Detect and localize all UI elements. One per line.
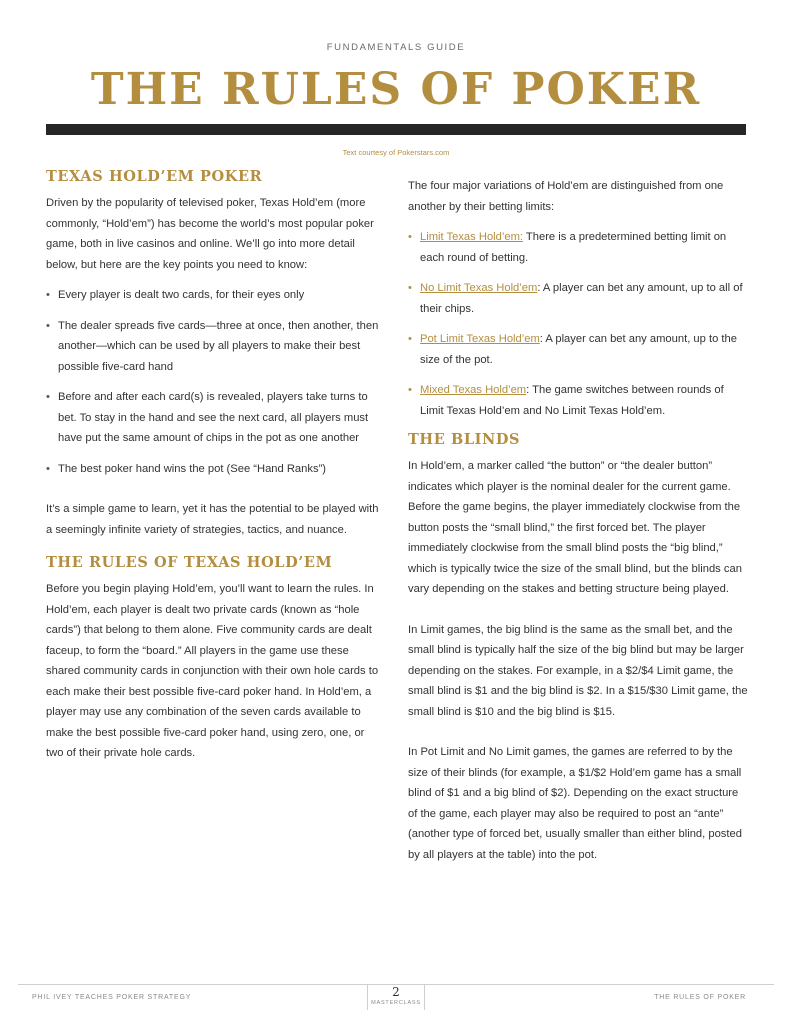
variations-list	[408, 227, 750, 421]
list-item	[408, 227, 750, 268]
blinds-paragraph-1: In Hold’em, a marker called “the button” or “the dealer button” indicates which player is the nominal dealer for the current game. Before the game begins, the player immediately clockwise from the button posts the “small blind,” the first forced bet. The player immediately clockwise from the small blind posts the “big blind,” which is typically twice the size of the small blind, but the blinds can vary depending on the stakes and betting structure being played.	[408, 460, 742, 595]
variation-text: : A player can bet any amount, up to the size of the pot.	[420, 333, 737, 366]
blinds-paragraph-3: In Pot Limit and No Limit games, the games are referred to by the size of their blinds (for example, a $1/$2 Hold’em game has a small blind of $1 and a big blind of $2). Depending on the exact structure of the game, each player may also be required to post an “ante” (another type of forced bet, usually smaller than either blind, posted by all players at the table) into the pot.	[408, 746, 742, 861]
list-item	[408, 380, 750, 421]
header-rule	[46, 124, 746, 135]
brand-name: MASTERCLASS	[371, 1000, 421, 1006]
courtesy-link[interactable]: Text courtesy of Pokerstars.com	[342, 148, 450, 157]
page-number-box	[367, 984, 425, 1010]
section-heading-blinds: THE BLINDS	[408, 431, 521, 448]
page-title: THE RULES OF POKER	[90, 64, 702, 115]
footer-doc-title: THE RULES OF POKER	[654, 994, 746, 1001]
variation-link-no-limit[interactable]: No Limit Texas Hold’em	[420, 282, 538, 294]
left-column	[46, 164, 384, 764]
list-item: • Before and after each card(s) is revealed, players take turns to bet. To stay in the hand and see the next card, all players must have put the same amount of chips in the pot as one another	[46, 387, 384, 449]
variation-text: : A player can bet any amount, up to all of their chips.	[420, 282, 743, 315]
intro-paragraph: Driven by the popularity of televised poker, Texas Hold’em (more commonly, “Hold’em”) has become the world’s most popular poker game, both in live casinos and online. We’ll go into more detail below, but here are the key points you need to know:	[46, 197, 374, 271]
list-item: • The best poker hand wins the pot (See “Hand Ranks”)	[46, 459, 384, 480]
section-heading-rules: THE RULES OF TEXAS HOLD’EM	[46, 554, 333, 571]
footer-course-title: PHIL IVEY TEACHES POKER STRATEGY	[32, 994, 192, 1001]
guide-kicker: FUNDAMENTALS GUIDE	[326, 42, 466, 53]
list-item: • The dealer spreads five cards—three at once, then another, then another—which can be used by all players to make their best possible five-card hand	[46, 316, 384, 378]
section-heading-texas-holdem: TEXAS HOLD’EM POKER	[46, 168, 263, 185]
variations-intro: The four major variations of Hold’em are distinguished from one another by their betting limits:	[408, 180, 724, 213]
outro-paragraph: It’s a simple game to learn, yet it has the potential to be played with a seemingly infinite variety of strategies, tactics, and nuance.	[46, 503, 379, 536]
key-points-list	[46, 285, 384, 479]
variation-text: : The game switches between rounds of Limit Texas Hold’em and No Limit Texas Hold’em.	[420, 384, 724, 417]
variation-link-mixed[interactable]: Mixed Texas Hold’em	[420, 384, 527, 396]
right-column	[408, 176, 750, 865]
rules-paragraph: Before you begin playing Hold’em, you’ll want to learn the rules. In Hold’em, each player is dealt two private cards (known as “hole cards”) that belong to them alone. Five community cards are dealt faceup, to form the “board.” All players in the game use these shared community cards in conjunction with their own hole cards to each make their best possible five-card poker hand. In Hold’em, a player may use any combination of the seven cards available to make the best possible five-card poker hand, using zero, one, or two of their private hole cards.	[46, 583, 379, 759]
variation-link-limit[interactable]: Limit Texas Hold’em:	[420, 231, 524, 243]
blinds-paragraph-2: In Limit games, the big blind is the same as the small bet, and the small blind is typically half the size of the big blind but may be larger depending on the stakes. For example, in a $2/$4 Limit game, the small blind is $1 and the big blind is $2. In a $15/$30 Limit game, the small blind is $10 and the big blind is $15.	[408, 623, 748, 718]
page-number: 2	[392, 985, 400, 999]
list-item	[408, 329, 750, 370]
list-item	[408, 278, 750, 319]
list-item: • Every player is dealt two cards, for their eyes only	[46, 285, 384, 306]
variation-text: There is a predetermined betting limit on each round of betting.	[420, 231, 727, 264]
variation-link-pot-limit[interactable]: Pot Limit Texas Hold’em	[420, 333, 540, 345]
